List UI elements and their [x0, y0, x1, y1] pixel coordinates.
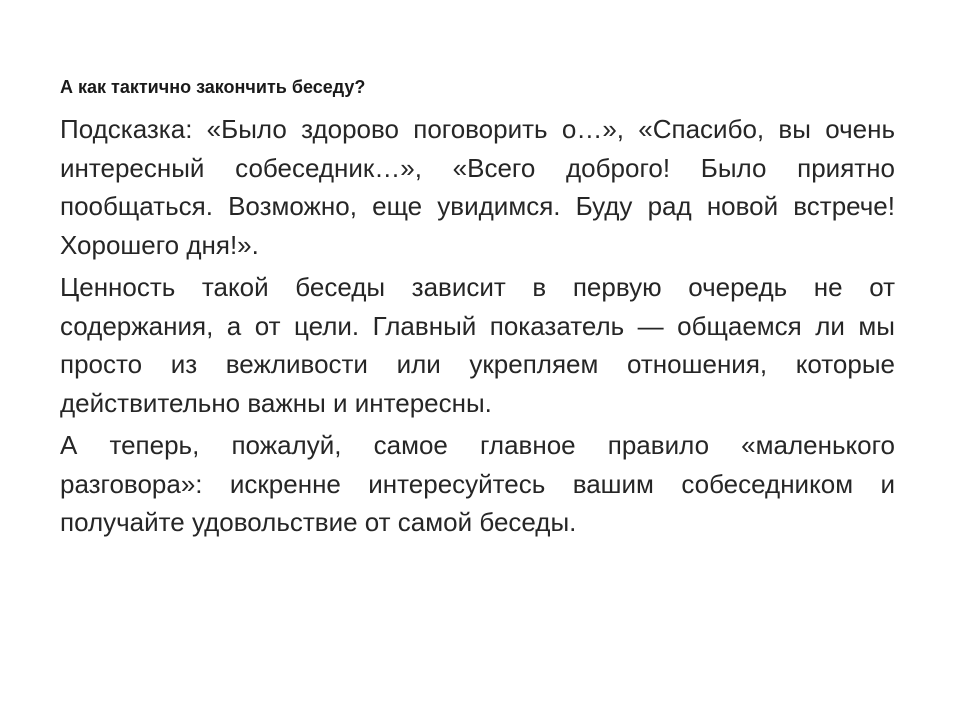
slide-content: [60, 70, 895, 546]
paragraph-main-rule: А теперь, пожалуй, самое главное правило «маленького разговора»: искренне интересуйтесь вашим собеседником и получайте удовольствие от самой беседы.: [60, 430, 895, 537]
slide-heading: А как тактично закончить беседу?: [60, 77, 366, 97]
paragraph-value: Ценность такой беседы зависит в первую очередь не от содержания, а от цели. Главный показатель — общаемся ли мы просто из вежливости или укрепляем отношения, которые действительно важны и интересны.: [60, 272, 895, 418]
paragraph-hint: Подсказка: «Было здорово поговорить о…», «Спасибо, вы очень интересный собеседник…», «Всего доброго! Было приятно пообщаться. Возможно, еще увидимся. Буду рад новой встрече! Хорошего дня!».: [60, 114, 895, 260]
